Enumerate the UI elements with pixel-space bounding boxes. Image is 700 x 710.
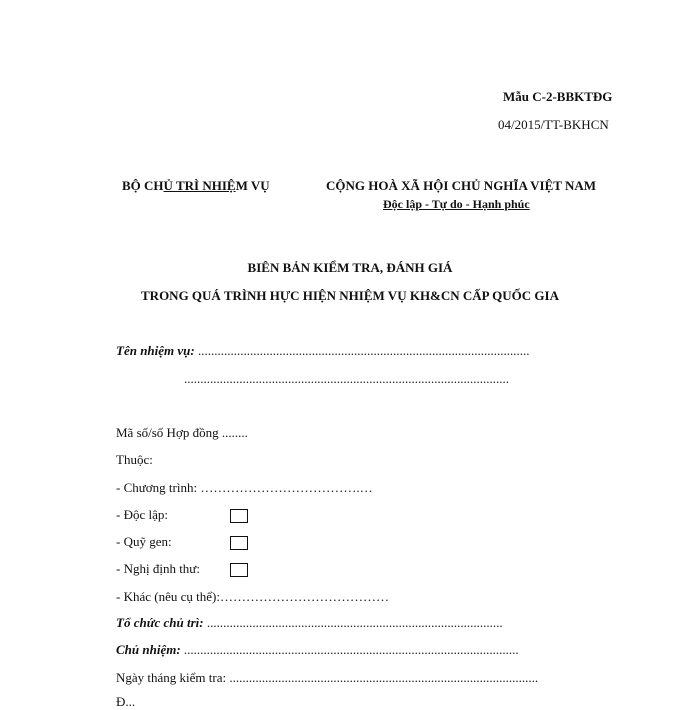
leader-label: Chủ nhiệm: bbox=[116, 642, 181, 657]
host-org-label: Tổ chức chủ trì: bbox=[116, 615, 204, 630]
inspection-date[interactable]: Ngày tháng kiểm tra: ............................................................................................... bbox=[116, 670, 539, 685]
partial-line: Đ... bbox=[116, 694, 136, 709]
gene-fund-label: - Quỹ gen: bbox=[116, 534, 172, 549]
ministry-header bbox=[122, 178, 270, 194]
task-name-dots[interactable]: ...................................................................................................... bbox=[197, 343, 530, 358]
ministry-prefix: BỘ CH bbox=[122, 178, 164, 193]
leader-row bbox=[116, 642, 519, 658]
ministry-underlined: Ủ TRÌ NHIỆ bbox=[163, 178, 236, 193]
contract-number[interactable]: Mã số/số Hợp đồng ........ bbox=[116, 425, 248, 440]
task-name-dots-line2[interactable]: .................................................................................................... bbox=[184, 371, 509, 386]
belongs-label: Thuộc: bbox=[116, 452, 153, 467]
host-org-row bbox=[116, 615, 503, 631]
leader-dots[interactable]: ....................................................................................................... bbox=[183, 642, 519, 657]
form-code: Mẫu C-2-BBKTĐG bbox=[503, 89, 613, 104]
country-name: CỘNG HOÀ XÃ HỘI CHỦ NGHĨA VIỆT NAM bbox=[326, 178, 597, 193]
protocol-label: - Nghị định thư: bbox=[116, 561, 200, 576]
task-name-row bbox=[116, 343, 529, 359]
program-field[interactable]: - Chương trình: ……………………………….… bbox=[116, 480, 373, 495]
independent-label: - Độc lập: bbox=[116, 507, 168, 522]
document-title-line2: TRONG QUÁ TRÌNH HỰC HIỆN NHIỆM VỤ KH&CN CẤP QUỐC GIA bbox=[141, 288, 559, 303]
independent-checkbox[interactable] bbox=[230, 509, 248, 523]
motto bbox=[383, 196, 544, 212]
document-title-line1: BIÊN BẢN KIỂM TRA, ĐÁNH GIÁ bbox=[247, 260, 453, 275]
host-org-dots[interactable]: ........................................................................................... bbox=[206, 615, 503, 630]
other-field[interactable]: - Khác (nêu cụ thể):………………………………… bbox=[116, 589, 389, 604]
ministry-suffix: M VỤ bbox=[235, 178, 270, 193]
gene-fund-checkbox[interactable] bbox=[230, 536, 248, 550]
protocol-checkbox[interactable] bbox=[230, 563, 248, 577]
motto-text: Độc lập - Tự do - Hạnh phúc bbox=[383, 197, 530, 211]
circular-number: 04/2015/TT-BKHCN bbox=[498, 117, 609, 132]
task-name-label: Tên nhiệm vụ: bbox=[116, 343, 195, 358]
